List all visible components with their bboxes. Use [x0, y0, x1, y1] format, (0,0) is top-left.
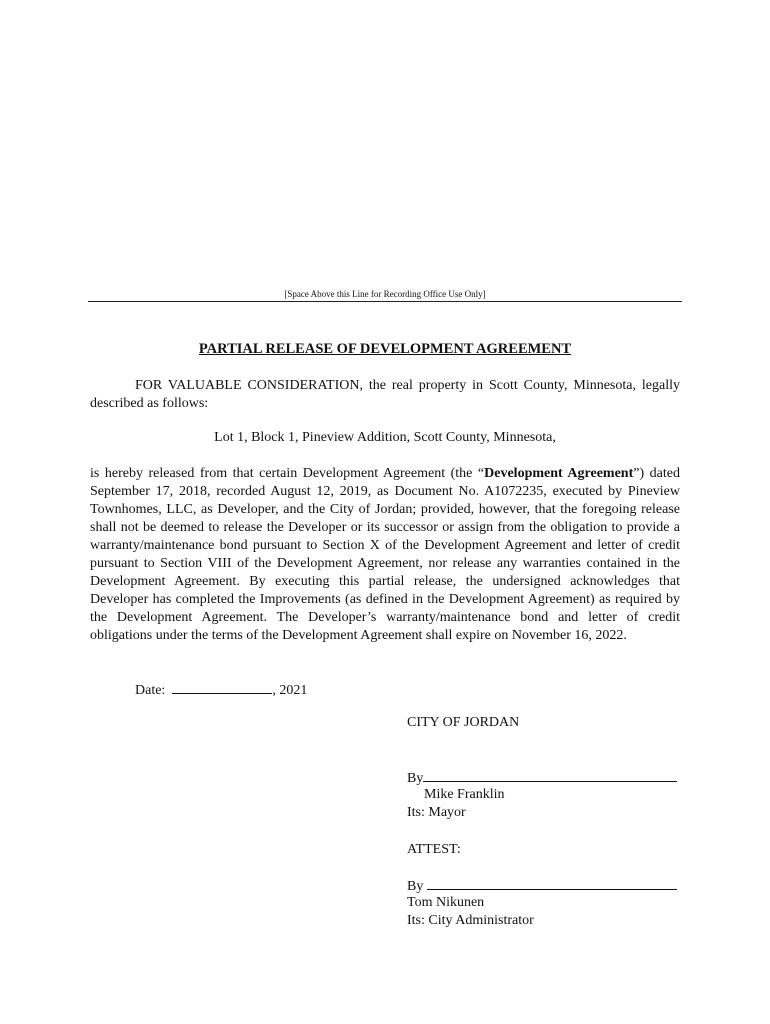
- date-label: Date:: [135, 683, 166, 698]
- document-title: PARTIAL RELEASE OF DEVELOPMENT AGREEMENT: [198, 341, 572, 357]
- signer-name: Mike Franklin: [424, 787, 505, 802]
- signature-line-administrator: [407, 876, 677, 896]
- signature-blank-line: [423, 768, 677, 782]
- attest-label: ATTEST:: [407, 842, 461, 857]
- body-paragraph: [90, 465, 680, 645]
- attest-by-label: By: [407, 879, 424, 894]
- body-rest: ”) dated September 17, 2018, recorded August 12, 2019, as Document No. A1072235, executed by Pineview Townhomes, LLC, as Developer, and the City of Jordan; provided, however, that the foregoing release shall not be deemed to release the Developer or its successor or assign from the obligation to provide a warranty/maintenance bond pursuant to Section X of the Development Agreement and letter of credit pursuant to Section VIII of the Development Agreement, nor release any warranties contained in the Development Agreement. By executing this partial release, the undersigned acknowledges that Developer has completed the Improvements (as defined in the Development Agreement) as required by the Development Agreement. The Developer’s warranty/maintenance bond and letter of credit obligations under the terms of the Development Agreement shall expire on November 16, 2022.: [90, 466, 680, 643]
- recording-office-note: [Space Above this Line for Recording Office Use Only]: [284, 289, 486, 299]
- signature-line-mayor: [407, 768, 677, 788]
- signer-title: Its: Mayor: [407, 805, 466, 820]
- attest-title: Its: City Administrator: [407, 913, 534, 928]
- legal-description: Lot 1, Block 1, Pineview Addition, Scott County, Minnesota,: [214, 430, 556, 445]
- defined-term: Development Agreement: [484, 466, 634, 481]
- date-blank-line: [172, 680, 272, 694]
- by-label: By: [407, 771, 424, 786]
- attest-name: Tom Nikunen: [407, 895, 485, 910]
- date-year: , 2021: [272, 683, 308, 698]
- recording-divider: [88, 301, 682, 302]
- signatory-organization: CITY OF JORDAN: [407, 715, 520, 730]
- intro-paragraph: FOR VALUABLE CONSIDERATION, the real property in Scott County, Minnesota, legally described as follows:: [90, 378, 680, 411]
- date-line: [135, 680, 307, 700]
- body-prefix: is hereby released from that certain Development Agreement (the “: [90, 466, 485, 481]
- attest-blank-line: [427, 876, 677, 890]
